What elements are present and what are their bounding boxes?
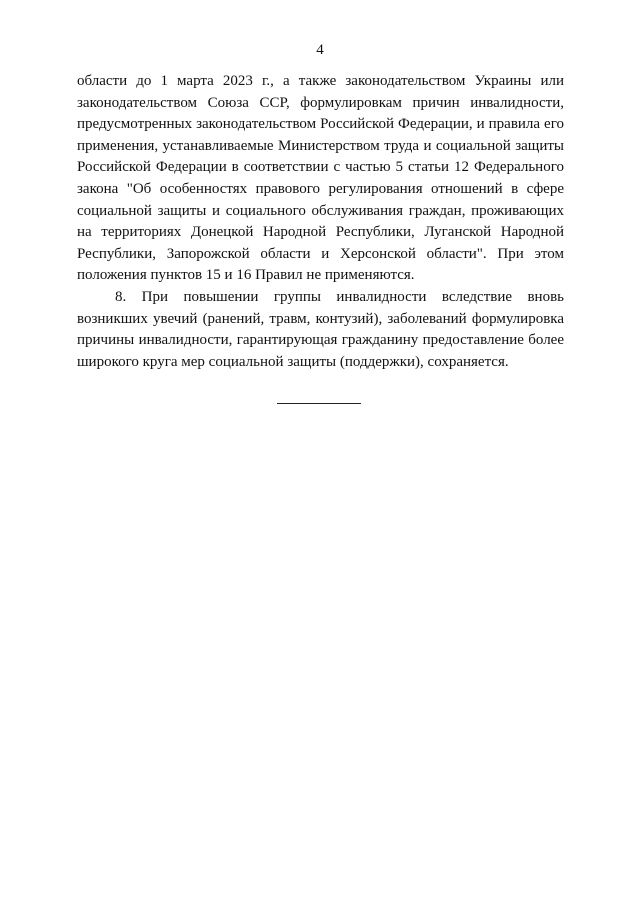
end-separator-line <box>277 403 361 404</box>
document-body <box>77 71 564 373</box>
page-number: 4 <box>316 42 324 58</box>
paragraph-continuation: области до 1 марта 2023 г., а также законодательством Украины или законодательством Союза ССР, формулировкам причин инвалидности, предусмотренных законодательством Российской Федерации, и правила его применения, устанавливаемые Министерством труда и социальной защиты Российской Федерации в соответствии с частью 5 статьи 12 Федерального закона "Об особенностях правового регулирования отношений в сфере социальной защиты и социального обслуживания граждан, проживающих на территориях Донецкой Народной Республики, Луганской Народной Республики, Запорожской области и Херсонской области". При этом положения пунктов 15 и 16 Правил не применяются. <box>77 73 564 284</box>
paragraph-item-8: 8. При повышении группы инвалидности вследствие вновь возникших увечий (ранений, травм, контузий), заболеваний формулировка причины инвалидности, гарантирующая гражданину предоставление более широкого круга мер социальной защиты (поддержки), сохраняется. <box>77 288 564 370</box>
